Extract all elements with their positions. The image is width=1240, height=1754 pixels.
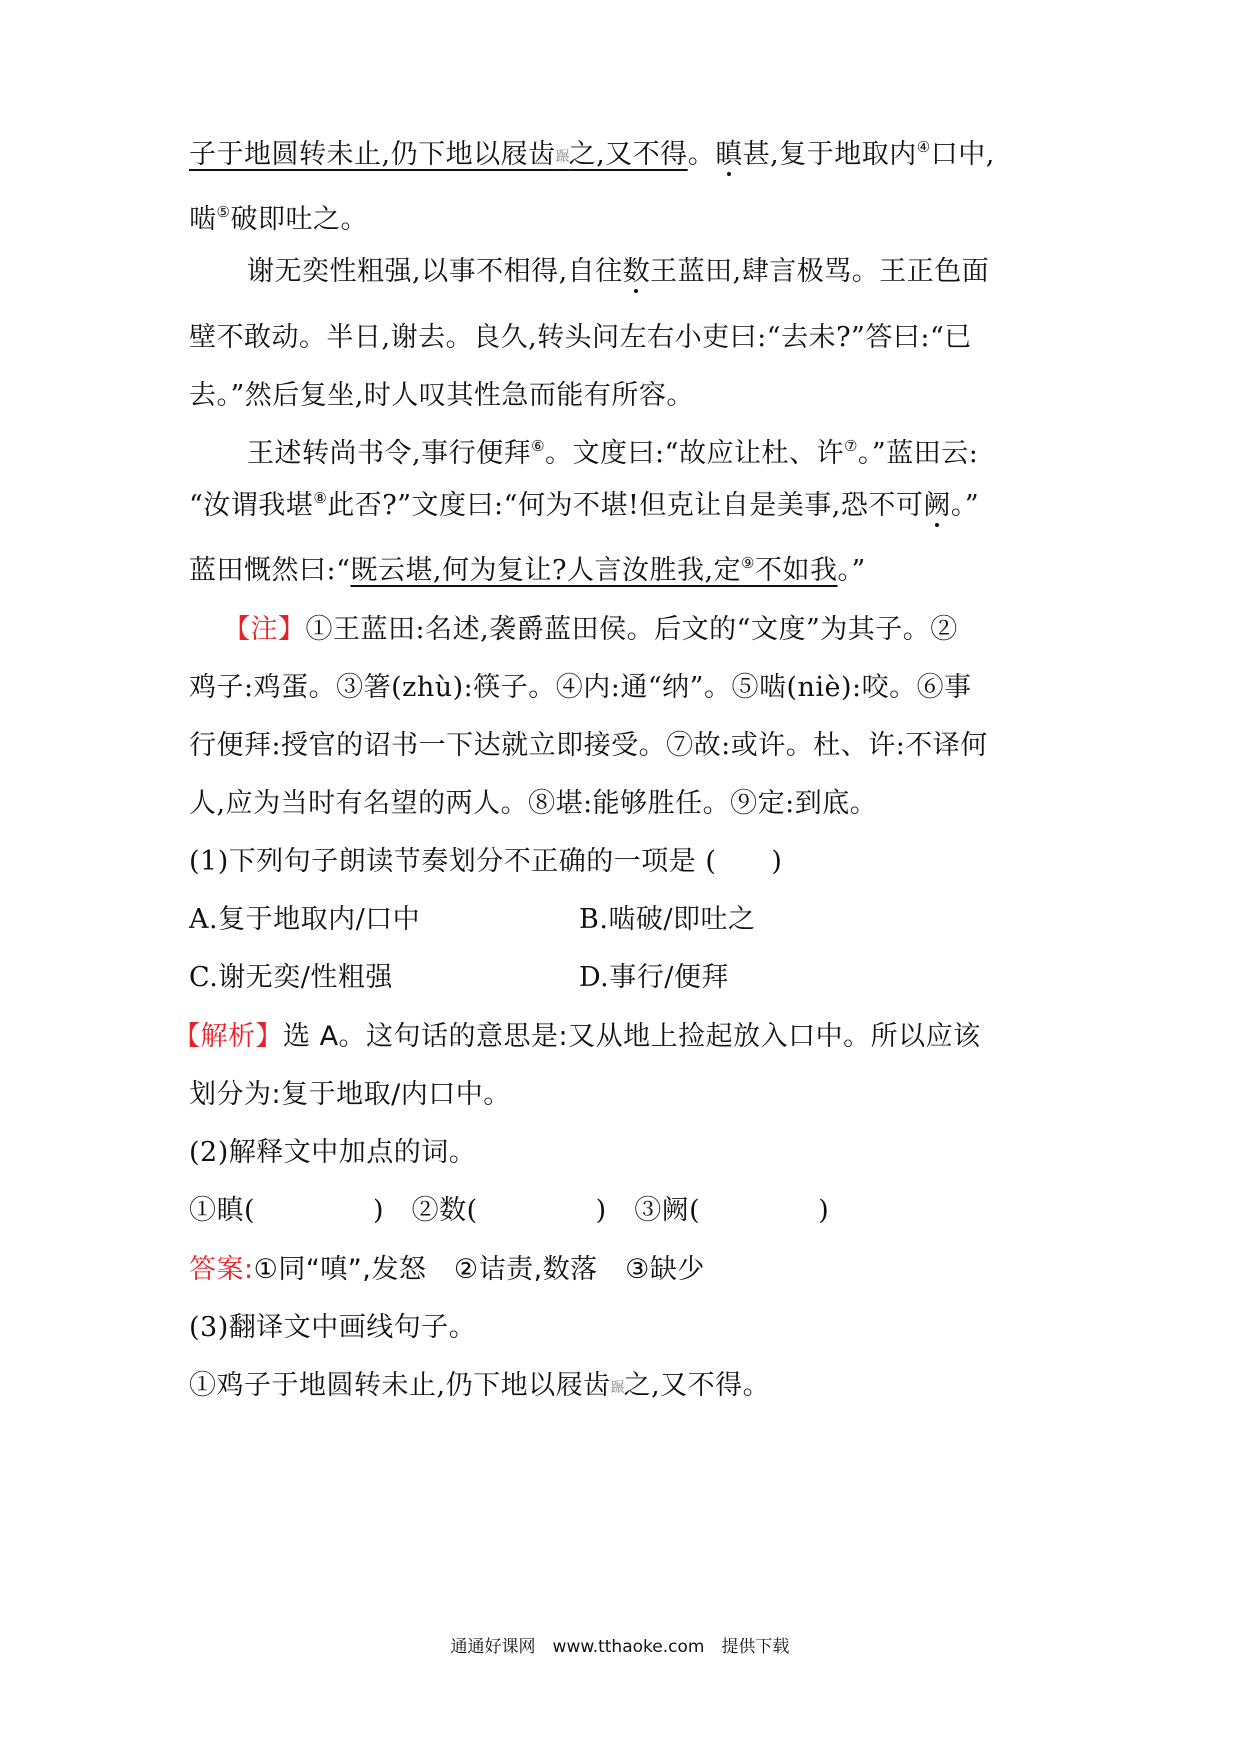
dotted-word-chen: 瞋 bbox=[715, 139, 743, 170]
notes-line-3: 行便拜:授官的诏书一下达就立即接受。⑦故:或许。杜、许:不译何 bbox=[189, 730, 988, 761]
underlined-sentence-2: 既云堪,何为复让?人言汝胜我,定⑨不如我 bbox=[350, 554, 838, 586]
footnote-ref-4: ④ bbox=[916, 138, 931, 156]
question-2-stem: (2)解释文中加点的词。 bbox=[189, 1137, 477, 1168]
page-footer: 通通好课网 www.tthaoke.com 提供下载 bbox=[450, 1637, 790, 1657]
notes-line-2: 鸡子:鸡蛋。③箸(zhù):筷子。④内:通“纳”。⑤啮(niè):咬。⑥事 bbox=[189, 672, 972, 703]
question-1-options-row-1 bbox=[189, 900, 1069, 940]
footnote-ref-8: ⑧ bbox=[313, 489, 328, 507]
footnote-ref-6: ⑥ bbox=[531, 437, 546, 455]
analysis-label: 【解析】 bbox=[173, 1021, 283, 1052]
option-b: B.啮破/即吐之 bbox=[579, 904, 756, 935]
notes-line-4: 人,应为当时有名望的两人。⑧堪:能够胜任。⑨定:到底。 bbox=[189, 788, 878, 819]
underlined-sentence-1: 子于地圆转未止,仍下地以屐齿蹍之,又不得 bbox=[189, 139, 688, 170]
question-3-stem: (3)翻译文中画线句子。 bbox=[189, 1312, 477, 1343]
notes-line-1: 【注】①王蓝田:名述,袭爵蓝田侯。后文的“文度”为其子。② bbox=[223, 614, 958, 645]
answer-line: 答案:①同“嗔”,发怒 ②诘责,数落 ③缺少 bbox=[189, 1254, 705, 1285]
rare-char-glyph: 蹍 bbox=[610, 1380, 624, 1396]
option-d: D.事行/便拜 bbox=[579, 962, 729, 993]
rare-char-glyph: 蹍 bbox=[555, 149, 569, 165]
option-a: A.复于地取内/口中 bbox=[189, 904, 421, 935]
passage-line-8: 蓝田慨然曰:“既云堪,何为复让?人言汝胜我,定⑨不如我。” bbox=[189, 554, 866, 586]
notes-label: 【注】 bbox=[223, 614, 306, 645]
option-c: C.谢无奕/性粗强 bbox=[189, 962, 393, 993]
analysis-line-2: 划分为:复于地取/内口中。 bbox=[189, 1079, 511, 1110]
question-1-options-row-2 bbox=[189, 958, 1069, 998]
footnote-ref-5: ⑤ bbox=[216, 203, 231, 221]
passage-line-5: 去。”然后复坐,时人叹其性急而能有所容。 bbox=[189, 380, 694, 411]
passage-line-4: 壁不敢动。半日,谢去。良久,转头问左右小吏曰:“去未?”答曰:“已 bbox=[189, 322, 972, 353]
passage-line-2: 啮⑤破即吐之。 bbox=[189, 203, 368, 235]
footnote-ref-7: ⑦ bbox=[843, 437, 858, 455]
passage-line-6: 王述转尚书令,事行便拜⑥。文度曰:“故应让杜、许⑦。”蓝田云: bbox=[247, 437, 979, 469]
passage-line-3: 谢无奕性粗强,以事不相得,自往数王蓝田,肆言极骂。王正色面 bbox=[247, 256, 990, 287]
question-1-stem: (1)下列句子朗读节奏划分不正确的一项是 ( ) bbox=[189, 846, 783, 877]
dotted-word-shu: 数 bbox=[622, 256, 651, 287]
question-2-blanks: ①瞋( ) ②数( ) ③阙( ) bbox=[189, 1195, 830, 1226]
dotted-word-que: 阙 bbox=[923, 490, 951, 521]
answer-label: 答案: bbox=[189, 1254, 254, 1285]
footnote-ref-9: ⑨ bbox=[741, 554, 755, 572]
passage-line-1: 子于地圆转未止,仍下地以屐齿蹍之,又不得。瞋甚,复于地取内④口中, bbox=[189, 138, 995, 170]
passage-line-7: “汝谓我堪⑧此否?”文度曰:“何为不堪!但克让自是美事,恐不可阙。” bbox=[189, 489, 980, 521]
analysis-line-1: 【解析】选 A。这句话的意思是:又从地上捡起放入口中。所以应该 bbox=[173, 1021, 981, 1052]
question-3-item-1: ①鸡子于地圆转未止,仍下地以屐齿蹍之,又不得。 bbox=[189, 1370, 771, 1401]
